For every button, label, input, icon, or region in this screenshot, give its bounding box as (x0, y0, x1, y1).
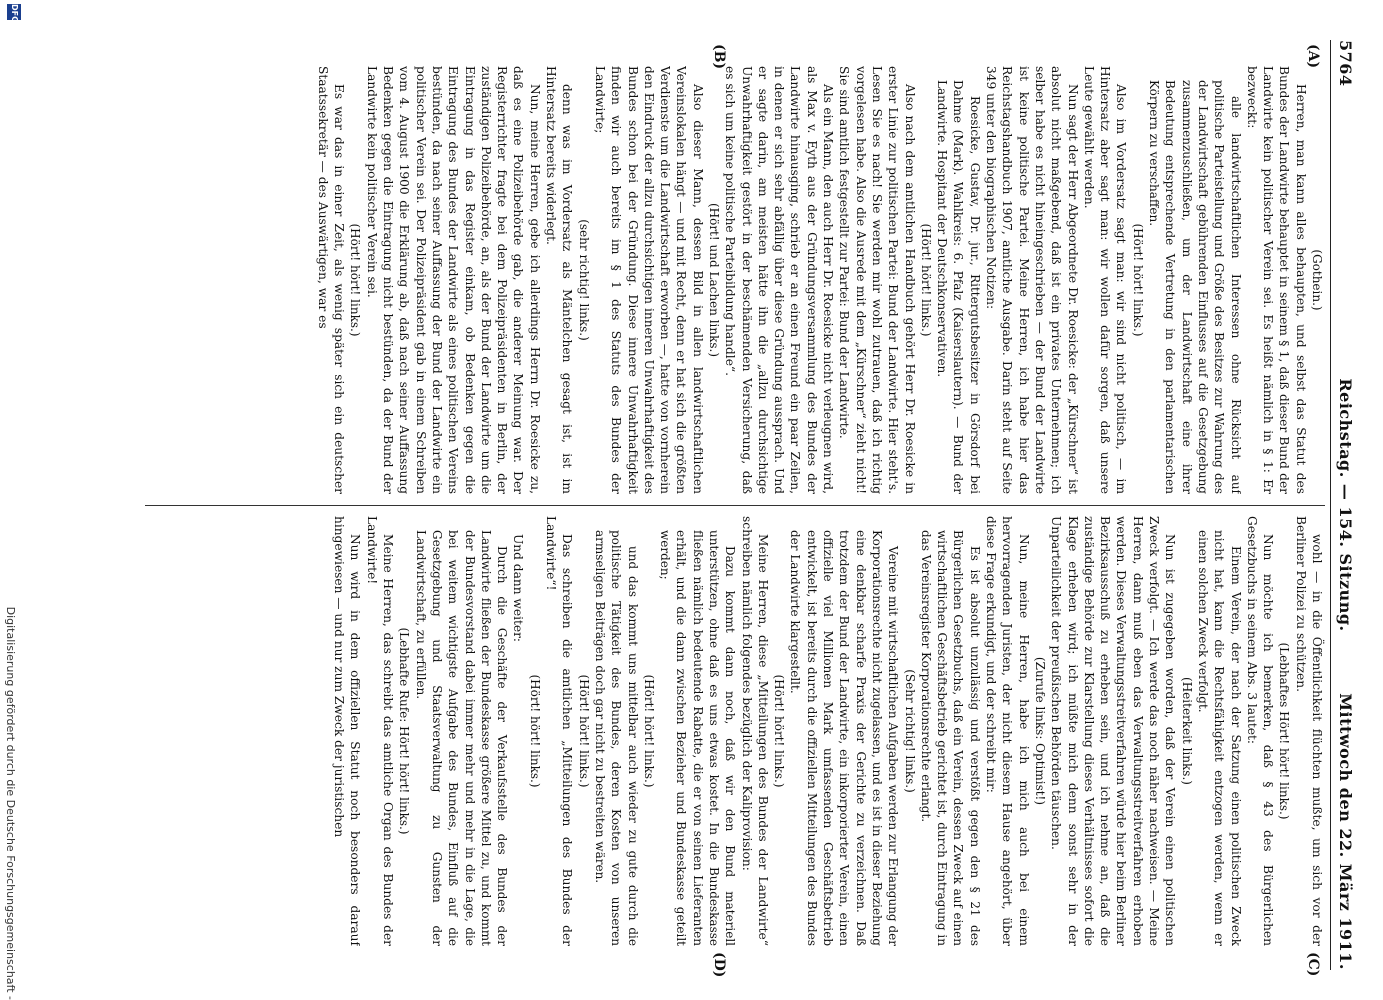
quoted-text: Durch die Geschäfte der Verkaufsstelle des Bundes der Landwirte fließen der Bundeskasse größere Mittel zu, und kommt der Bundesvorstand dabei immer mehr und mehr in die Lage, die bei weitem wichtigste Aufgabe des Bundes, Einfluß auf die Gesetzgebung und Staatsverwaltung zu Gunsten der Landwirtschaft, zu erfüllen. (413, 530, 510, 946)
interjection: (Heiterkeit links.) (1179, 677, 1194, 785)
interjection: (Lebhafte Rufe: Hört! hört! links.) (397, 627, 412, 835)
quoted-text: Roesicke, Gustav, Dr. jur., Rittergutsbesitzer in Görsdorf bei Dahme (Mark). Wahlkreis: 6. Pfalz (Kaiserslautern). — Bund der Landwirte. Hospitant der Deutschkonservativen. (935, 80, 982, 494)
paragraph: Meine Herren, das schreibt das amtliche Organ des Bundes der Landwirte! (364, 516, 396, 946)
interjection: (Hört! hört! links.) (641, 674, 656, 788)
interjection: (Hört! und Lachen links.) (707, 202, 722, 358)
paragraph: Herren, man kann alles behaupten, und selbst das Statut des Bundes der Landwirte behauptet in seinem § 1, daß dieser Bund der Landwirte kein politischer Verein sei. Es heißt nämlich in § 1: Er bezweckt: (1244, 66, 1308, 494)
quoted-text: Dazu kommt dann noch, daß wir den Bund materiell unterstützen, ohne daß es uns etwas kostet. In die Bundeskasse fließen nämlich bedeutende Rabatte, die er von seinen Lieferanten erhält, und die dann zwischen Bezieher und Bundeskasse geteilt werden; (658, 530, 738, 946)
column-divider (145, 505, 1325, 506)
quoted-text: Es ist absolut unzulässig und verstößt gegen den § 21 des Bürgerlichen Gesetzbuchs, daß ein Verein, dessen Zweck auf einen wirtschaftlichen Geschäftsbetrieb gerichtet ist, durch Eintragung in das Vereinsregister Korporationsrechte erlangt. (918, 530, 982, 946)
paragraph: Und dann weiter: (511, 534, 526, 643)
interjection: (Gothein.) (1310, 249, 1324, 311)
paragraph: Also nach dem amtlichen Handbuch gehört Herr Dr. Roesicke in erster Linie zur politischen Partei: Bund der Landwirte. Hier steht's. Lesen Sie es nach! Sie werden mir wohl zutrauen, daß ich richtig vorgelesen habe. Also die Ausrede mit dem „Kürschner“ zieht nicht! Sie sind amtlich festgestellt zur Partei: Bund der Landwirte. (837, 66, 917, 494)
interjection: (Hört! hört! links.) (772, 674, 787, 788)
right-column (145, 516, 1325, 946)
interjection: (Zurufe links: Optimist!) (1032, 656, 1047, 806)
paragraph: Nun, meine Herren, gebe ich allerdings Herrn Dr. Roesicke zu, daß es eine Polizeibehörde gab, die anderer Meinung war. Der Registerrichter fragte bei dem Polizeipräsidenten in Berlin, der zuständigen Polizeibehörde, an, als der Bund der Landwirte um die Eintragung in das Register einkam, ob Bedenken gegen die Eintragung des Bundes der Landwirte als eines politischen Vereins bestünden, da nach seiner Auffassung der Bund der Landwirte ein politischer Verein sei. Der Polizeipräsident gab in einem Schreiben vom 4. August 1900 die Erklärung ab, daß nach seiner Auffassung Bedenken gegen die Eintragung nicht bestünden, da der Bund der Landwirte kein politischer Verein sei. (364, 66, 542, 494)
interjection: (Hört! hört! links.) (1130, 223, 1145, 337)
paragraph: Nun, meine Herren, habe ich mich auch bei einem hervorragenden Juristen, der nicht diesem Hause angehört, über diese Frage erkundigt, und der schreibt mir: (984, 516, 1031, 946)
paragraph: denn was im Vordersatz als Mäntelchen gesagt ist, ist im Hintersatz bereits widerlegt. (544, 66, 575, 494)
paragraph: Nun ist zugegeben worden, daß der Verein einen politischen Zweck verfolgt. — Ich werde das noch näher nachweisen. — Meine Herren, dann muß eben das Verwaltungsstreitverfahren erhoben werden. Dieses Verwaltungsstreitverfahren würde hier beim Berliner Bezirksausschuß zu erheben sein, und ich nehme an, daß die zuständige Behörde zur Klarstellung dieses Verhältnisses sofort die Klage erheben wird; ich müßte mich denn sonst sehr in der Unparteilichkeit der preußischen Behörden täuschen. (1049, 516, 1178, 946)
paragraph: Es war das in einer Zeit, als wenig später sich ein deutscher Staatssekretär — des Auswärtigen, war es (315, 66, 347, 494)
margin-marker-a: (A) (1305, 44, 1321, 69)
interjection: (Hört! hört! links.) (348, 223, 363, 337)
left-column (145, 66, 1325, 494)
margin-marker-c: (C) (1305, 952, 1321, 977)
interjection: (Hört! hört! links.) (576, 674, 591, 788)
paragraph: Das schreiben die amtlichen „Mitteilungen des Bundes der Landwirte“! (544, 516, 575, 946)
dfg-logo: DFG (7, 4, 21, 20)
paragraph: Als ein Mann, den auch Herr Dr. Roesicke nicht verleugnen wird, als Max v. Eyth aus der Gründungsversammlung des Bundes der Landwirte hinausging, schrieb er an einen Freund ein paar Zeilen, in denen er sich sehr abfällig über diese Gründung aussprach. Und er sagte darin, am meisten hätte ihn die „allzu durchsichtige Unwahrhaftigkeit gestört in der beschämenden Versicherung, daß es sich um keine politische Parteibildung handle“. (723, 66, 836, 494)
paragraph: Meine Herren, diese „Mitteilungen des Bundes der Landwirte“ schreiben nämlich folgendes bezüglich der Kaliprovision: (739, 516, 770, 946)
quoted-text: Vereine mit wirtschaftlichen Aufgaben werden zur Erlangung der Korporationsrechte nicht zugelassen, und es ist in dieser Beziehung eine denkbar scharfe Praxis der Gerichte zu verzeichnen. Daß trotzdem der Bund der Landwirte, ein inkorporierter Verein, einen offizielle viel Millionen Mark umfassenden Geschäftsbetrieb entwickelt, ist bereits durch die offiziellen Mitteilungen des Bundes der Landwirte klargestellt. (788, 530, 901, 946)
digitization-note: Digitalisierung gefördert durch die Deutsche Forschungsgemeinschaft - (4, 606, 17, 1000)
page-number: 5764 (1336, 40, 1355, 87)
interjection: (Lebhaftes Hört! hört! links.) (1277, 642, 1292, 820)
header-date: Mittwoch den 22. März 1911. (1336, 693, 1355, 970)
interjection: (Hört! hört! links.) (918, 223, 933, 337)
paragraph: Nun möchte ich bemerken, daß § 43 des Bürgerlichen Gesetzbuchs in seinem Abs. 3 lautet: (1244, 516, 1276, 946)
interjection: (Hört! hört! links.) (527, 674, 542, 788)
margin-marker-d: (D) (711, 952, 727, 978)
quoted-text: alle landwirtschaftlichen Interessen ohne Rücksicht auf politische Parteistellung und Größe des Besitzes zur Wahrung des der Landwirtschaft gebührenden Einflusses auf die Gesetzgebung zusammenzuschließen, um der Landwirtschaft eine ihrer Bedeutung entsprechende Vertretung in den parlamentarischen Körpern zu verschaffen. (1147, 80, 1243, 494)
interjection: (Sehr richtig! links.) (902, 669, 917, 793)
margin-marker-b: (B) (711, 44, 727, 70)
paragraph: Also dieser Mann, dessen Bild in allen landwirtschaftlichen Vereinslokalen hängt — und mit Recht, denn er hat sich die größten Verdienste um die Landwirtschaft erworben —, hatte von vornherein den Eindruck der allzu durchsichtigen inneren Unwahrhaftigkeit des Bundes schon bei der Gründung. Diese innere Unwahrhaftigkeit finden wir auch bereits im § 1 des Statuts des Bundes der Landwirte; (592, 66, 705, 494)
header-title: Reichstag. — 154. Sitzung. (1336, 378, 1355, 632)
paragraph: Nun wird in dem offiziellen Statut noch besonders darauf hingewiesen — und nur zum Zweck der juristischen (332, 516, 363, 946)
paragraph: Also im Vordersatz sagt man: wir sind nicht politisch, — im Hintersatz aber sagt man: wir wollen dafür sorgen, daß unsere Leute gewählt werden. (1081, 66, 1129, 494)
page-header (1330, 40, 1355, 970)
quoted-text: Einem Verein, der nach der Satzung einen politischen Zweck nicht hat, kann die Rechtsfähigkeit entzogen werden, wenn er einen solchen Zweck verfolgt. (1195, 530, 1243, 946)
paragraph: wohl — in die Öffentlichkeit flüchten mußte, um sich vor der Berliner Polizei zu schützen. (1293, 516, 1324, 946)
interjection: (sehr richtig! links.) (576, 219, 591, 341)
paragraph: Nun sagt der Herr Abgeordnete Dr. Roesicke: der „Kürschner“ ist absolut nicht maßgebend, daß ist ein privates Unternehmen; ich selber habe es nicht hineingeschrieben — der Bund der Landwirte ist keine politische Partei. Meine Herren, ich habe hier das Reichstagshandbuch 1907, amtliche Ausgabe. Darin steht auf Seite 349 unter den biographischen Notizen: (984, 66, 1080, 494)
quoted-text: und das kommt uns mittelbar auch wieder zu gute durch die politische Tätigkeit des Bundes, deren Kosten von unseren armseligen Beiträgen doch gar nicht zu bestreiten wären. (592, 530, 640, 946)
